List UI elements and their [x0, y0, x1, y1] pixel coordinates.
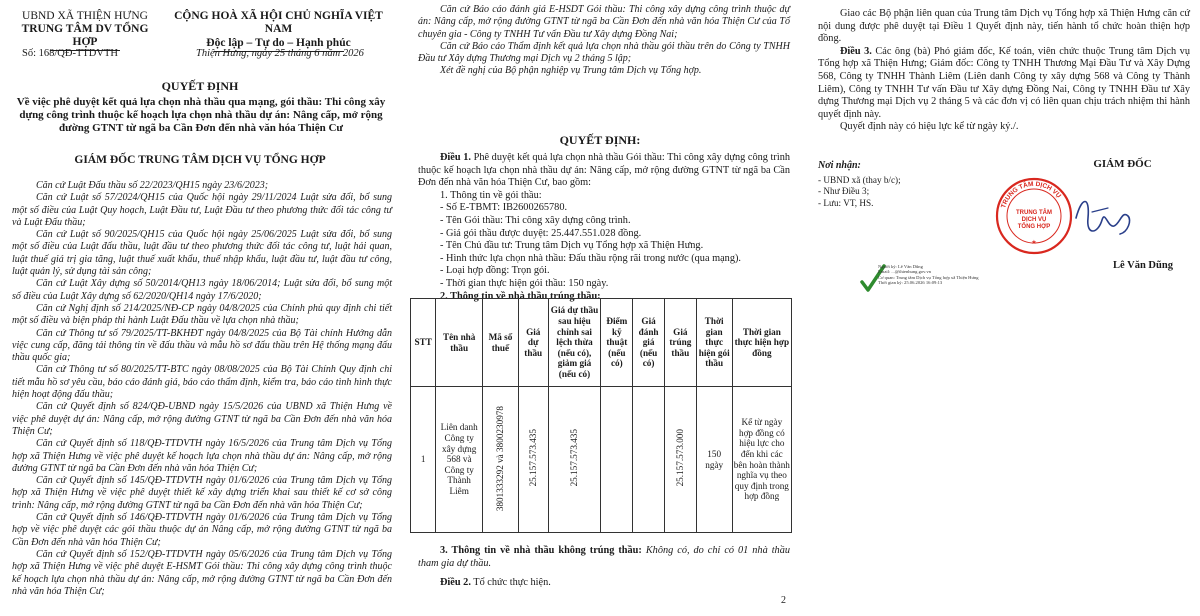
issuing-agency	[10, 10, 160, 51]
package-info-line: - Số E-TBMT: IB2600265780.	[440, 202, 568, 214]
recipient-item: - Lưu: VT, HS.	[818, 197, 874, 208]
column-header: Mã số thuế	[482, 299, 518, 387]
recipients-block	[818, 160, 988, 209]
package-info-line: - Loại hợp đồng: Trọn gói.	[440, 265, 550, 277]
column-header: Giá dự thầu	[518, 299, 548, 387]
section-1-heading: 1. Thông tin về gói thầu:	[440, 189, 542, 201]
issuer-title: GIÁM ĐỐC TRUNG TÂM DỊCH VỤ TỔNG HỢP	[74, 154, 326, 166]
table-row	[411, 387, 792, 533]
handwritten-signature-icon	[1068, 188, 1138, 248]
legal-basis: Căn cứ Quyết định số 145/QĐ-TTDVTH ngày 01/6/2026 của Trung tâm Dịch vụ Tổng hợp xã Thiện Hưng về việc phê duyệt thiết kế xây dựng triển khai sau thiết kế cơ sở công trình: Nâng cấp, mở rộng đường GTNT từ ngã ba Cần Đơn đến nhà văn hóa Thiện Cư;	[12, 475, 392, 511]
legal-basis: Căn cứ Thông tư số 79/2025/TT-BKHĐT ngày 04/8/2025 của Bộ Tài chính Hướng dẫn việc cung cấp, đăng tải thông tin về đấu thầu và mẫu hồ sơ đấu thầu trên Hệ thống mạng đấu thầu quốc gia;	[12, 327, 392, 364]
article-3-text: Các ông (bà) Phó giám đốc, Kế toán, viên chức thuộc Trung tâm Dịch vụ Tổng hợp xã Thiện Hưng; Giám đốc: Công ty TNHH Thương Mại Đầu Tư và Xây Dựng 568, Công ty TNHH Thành Liêm (Liên danh Công ty xây dựng 568 và Công ty Thành Liêm), Công ty TNHH Tư vấn Đầu tư Xây dựng Đồng Nai, Công ty TNHH Đầu tư Xây dựng Thương mại Dịch vụ 2 tháng 5 và các đơn vị có liên quan chịu trách nhiệm thi hành quyết định này.	[818, 45, 1190, 120]
national-motto: Độc lập – Tự do – Hạnh phúc	[206, 37, 351, 49]
digital-signature-info	[878, 264, 998, 286]
column-header: Giá đánh giá (nếu có)	[633, 299, 665, 387]
svg-text:DỊCH VỤ: DỊCH VỤ	[1021, 217, 1047, 223]
legal-basis: Xét đề nghị của Bộ phận nghiệp vụ Trung tâm Dịch vụ Tổng hợp.	[440, 65, 702, 77]
signature-block	[990, 158, 1185, 271]
legal-basis: Căn cứ Luật Đấu thầu số 22/2023/QH15 ngày 23/6/2023;	[36, 180, 269, 191]
decision-title: QUYẾT ĐỊNH	[161, 79, 239, 93]
page-number: 2	[781, 595, 786, 606]
legal-basis: Căn cứ Quyết định số 118/QĐ-TTDVTH ngày 16/5/2026 của Trung tâm Dịch vụ Tổng hợp xã Thiện Hưng về việc phê duyệt kế hoạch lựa chọn nhà thầu dự án: Nâng cấp, mở rộng đường GTNT từ ngã ba Cần Đơn đến nhà văn hóa Thiện Cư;	[12, 438, 392, 474]
legal-bases	[12, 180, 392, 598]
agency-name: TRUNG TÂM DV TỔNG HỢP	[21, 23, 149, 48]
section-3-text: Không có, do chỉ có 01 nhà thầu tham gia dự thầu.	[418, 545, 791, 569]
legal-basis: Căn cứ Báo cáo đánh giá E-HSDT Gói thầu: Thi công xây dựng công trình thuộc dự án: Nâng cấp, mở rộng đường GTNT từ ngã ba Cần Đơn đến nhà văn hóa Thiện Cư của Tổ chuyên gia - Công ty TNHH Tư vấn Đầu tư Xây dựng Đồng Nai;	[418, 4, 790, 40]
legal-basis: Căn cứ Luật số 90/2025/QH15 của Quốc hội ngày 25/06/2025 Luật sửa đổi, bổ sung một số điều của Luật đấu thầu, luật đầu tư theo phương thức đối tác công tư, luật hải quan, luật thuế giá trị gia tăng, luật thuế xuất khẩu, thuế nhập khẩu, luật đầu tư, luật đầu tư công, luật quản lý, sử dụng tài sản công;	[12, 229, 392, 278]
recipient-item: - UBND xã (thay b/c);	[818, 174, 901, 185]
table-header-row	[411, 299, 792, 387]
column-header: Tên nhà thầu	[436, 299, 483, 387]
column-header: Thời gian thực hiện gói thầu	[696, 299, 732, 387]
decision-subject: Về việc phê duyệt kết quả lựa chọn nhà thầu qua mạng, gói thầu: Thi công xây dựng công trình thuộc kế hoạch lựa chọn nhà thầu dự án: Nâng cấp, mở rộng đường GTNT từ ngã ba Cần Đơn đến nhà văn hóa Thiện Cư	[16, 96, 386, 134]
winning-bidder-table	[410, 298, 792, 533]
article-1-label: Điều 1.	[440, 152, 471, 163]
adjusted-price-text: 25.157.573.435	[569, 429, 580, 487]
legal-basis: Căn cứ Luật Xây dựng số 50/2014/QH13 ngày 18/06/2014; Luật sửa đổi, bổ sung một số điều của Luật Xây dựng số 62/2020/QH14 ngày 17/6/2020;	[12, 278, 392, 302]
signer-title: GIÁM ĐỐC	[1093, 158, 1152, 170]
cell-bid-price	[518, 387, 548, 533]
winning-price-text: 25.157.573.000	[675, 429, 686, 487]
effective-clause: Quyết định này có hiệu lực kể từ ngày ký./.	[840, 121, 1019, 133]
legal-basis: Căn cứ Quyết định số 146/QĐ-TTDVTH ngày 01/6/2026 của Trung tâm Dịch vụ Tổng hợp về việc phê duyệt các gói thầu thuộc dự án Nâng cấp, mở rộng đường GTNT từ ngã ba Cần Đơn đến nhà văn hóa Thiện Cư;	[12, 512, 392, 548]
cell-tech-score	[601, 387, 633, 533]
package-info-line: - Hình thức lựa chọn nhà thầu: Đấu thầu rộng rãi trong nước (qua mạng).	[440, 252, 741, 264]
article-1-text: Phê duyệt kết quả lựa chọn nhà thầu Gói thầu: Thi công xây dựng công trình thuộc kế hoạch lựa chọn nhà thầu dự án: Nâng cấp, mở rộng đường GTNT từ ngã ba Cần Đơn đến nhà văn hóa Thiện Cư, bao gồm:	[418, 152, 790, 189]
article-1-section-3	[418, 544, 790, 589]
legal-basis: Căn cứ Quyết định số 152/QĐ-TTDVTH ngày 05/6/2026 của Trung tâm Dịch vụ Tổng hợp xã Thiện Hưng về việc phê duyệt E-HSMT Gói thầu: Thi công xây dựng công trình thuộc kế hoạch lựa chọn nhà thầu dự án: Nâng cấp, mở rộng đường GTNT từ ngã ba Cần Đơn đến nhà văn hóa Thiện Cư;	[12, 548, 392, 597]
signer-name: Lê Văn Dũng	[1113, 260, 1173, 271]
national-heading	[162, 10, 395, 52]
parent-agency: UBND XÃ THIỆN HƯNG	[22, 10, 148, 22]
legal-basis: Căn cứ Nghị định số 214/2025/NĐ-CP ngày 04/8/2025 của Chính phủ quy định chi tiết một số điều và biện pháp thi hành Luật Đấu thầu về lựa chọn nhà thầu;	[12, 302, 392, 327]
column-header: Giá dự thầu sau hiệu chỉnh sai lệch thừa (nếu có), giảm giá (nếu có)	[548, 299, 601, 387]
article-2-label: Điều 2.	[440, 577, 471, 588]
digital-signature-line: Email: ...@thienhung.gov.vn	[878, 269, 931, 275]
decision-heading: QUYẾT ĐỊNH:	[559, 133, 641, 147]
official-stamp-icon	[994, 176, 1074, 256]
package-info-line: - Thời gian thực hiện gói thầu: 150 ngày.	[440, 277, 609, 289]
legal-basis: Căn cứ Báo cáo Thẩm định kết quả lựa chọn nhà thầu gói thầu trên do Công ty TNHH Đầu tư Xây dựng Thương mại Dịch vụ 2 tháng 5 lập;	[418, 40, 790, 65]
legal-bases-continued	[418, 4, 790, 78]
package-info-line: - Tên Gói thầu: Thi công xây dựng công trình.	[440, 214, 631, 226]
document-number: Số: 168/QĐ-TTDVTH	[22, 48, 118, 59]
column-header: Giá trúng thầu	[664, 299, 696, 387]
svg-text:★: ★	[1031, 240, 1037, 246]
column-header: Điểm kỹ thuật (nếu có)	[601, 299, 633, 387]
articles-2-3	[818, 8, 1190, 134]
column-header: STT	[411, 299, 436, 387]
article-3-label: Điều 3.	[840, 45, 872, 57]
svg-text:TRUNG TÂM: TRUNG TÂM	[1016, 210, 1052, 216]
recipient-item: - Như Điều 3;	[818, 186, 870, 196]
document-page-3	[800, 0, 1200, 616]
package-info-line: - Tên Chủ đầu tư: Trung tâm Dịch vụ Tổng hợp xã Thiện Hưng.	[440, 240, 704, 252]
digital-signature-line: Cơ quan: Trung tâm Dịch vụ Tổng hợp xã Thiện Hưng	[878, 274, 979, 280]
digital-signature-line: Thời gian ký: 25.06.2026 16:09:13	[878, 280, 943, 286]
section-3-heading: 3. Thông tin về nhà thầu không trúng thầu:	[440, 545, 642, 556]
cell-eval-price	[633, 387, 665, 533]
tax-code-text: 3801333292 và 3800230978	[495, 405, 506, 511]
article-1	[418, 152, 790, 303]
article-2-text: Tổ chức thực hiện.	[473, 577, 551, 588]
cell-package-time: 150 ngày	[696, 387, 732, 533]
legal-basis: Căn cứ Thông tư số 80/2025/TT-BTC ngày 08/08/2025 của Bộ Tài Chính Quy định chi tiết mẫu hồ sơ yêu cầu, báo cáo đánh giá, báo cáo thẩm định, kiểm tra, báo cáo tình hình thực hiện hoạt động đấu thầu;	[12, 364, 392, 401]
cell-stt: 1	[411, 387, 436, 533]
document-header	[10, 10, 395, 70]
cell-winning-price	[664, 387, 696, 533]
nation-name: CỘNG HOÀ XÃ HỘI CHỦ NGHĨA VIỆT NAM	[174, 10, 383, 35]
legal-basis: Căn cứ Quyết định số 824/QĐ-UBND ngày 15/5/2026 của UBND xã Thiện Hưng về việc phê duyệt dự án: Nâng cấp, mở rộng đường GTNT từ ngã ba Cần Đơn đến nhà văn hóa Thiện Cư;	[12, 401, 392, 437]
document-page-1	[0, 0, 400, 616]
cell-adjusted-price	[548, 387, 601, 533]
package-info-line: - Giá gói thầu được duyệt: 25.447.551.028 đồng.	[440, 227, 642, 239]
recipients-title: Nơi nhận:	[818, 160, 861, 171]
section-2-heading: 2. Thông tin về nhà thầu trúng thầu:	[440, 290, 601, 302]
svg-text:TRUNG TÂM DỊCH VỤ: TRUNG TÂM DỊCH VỤ	[1000, 180, 1063, 210]
bid-price-text: 25.157.573.435	[527, 429, 538, 487]
column-header: Thời gian thực hiện hợp đồng	[732, 299, 791, 387]
svg-text:TỔNG HỢP: TỔNG HỢP	[1017, 224, 1051, 230]
cell-tax-code	[482, 387, 518, 533]
cell-contract-time: Kể từ ngày hợp đồng có hiệu lực cho đến khi các bên hoàn thành nghĩa vụ theo quy định trong hợp đồng	[732, 387, 791, 533]
document-page-2	[400, 0, 800, 616]
place-date: Thiện Hưng, ngày 25 tháng 6 năm 2026	[196, 48, 364, 59]
article-2-body: Giao các Bộ phận liên quan của Trung tâm Dịch vụ Tổng hợp xã Thiện Hưng căn cứ nội dung được phê duyệt tại Điều 1 Quyết định này, tiến hành tổ chức hoàn thiện hợp đồng.	[818, 8, 1190, 45]
cell-contractor-name: Liên danh Công ty xây dựng 568 và Công ty Thành Liêm	[436, 387, 483, 533]
legal-basis: Căn cứ Luật số 57/2024/QH15 của Quốc hội ngày 29/11/2024 Luật sửa đổi, bổ sung một số điều của Luật Quy hoạch, Luật Đầu tư, Luật Đầu tư theo phương thức đối tác công tư và Luật Đấu thầu;	[12, 192, 392, 228]
digital-signature-line: Người ký: Lê Văn Dũng	[878, 264, 923, 269]
